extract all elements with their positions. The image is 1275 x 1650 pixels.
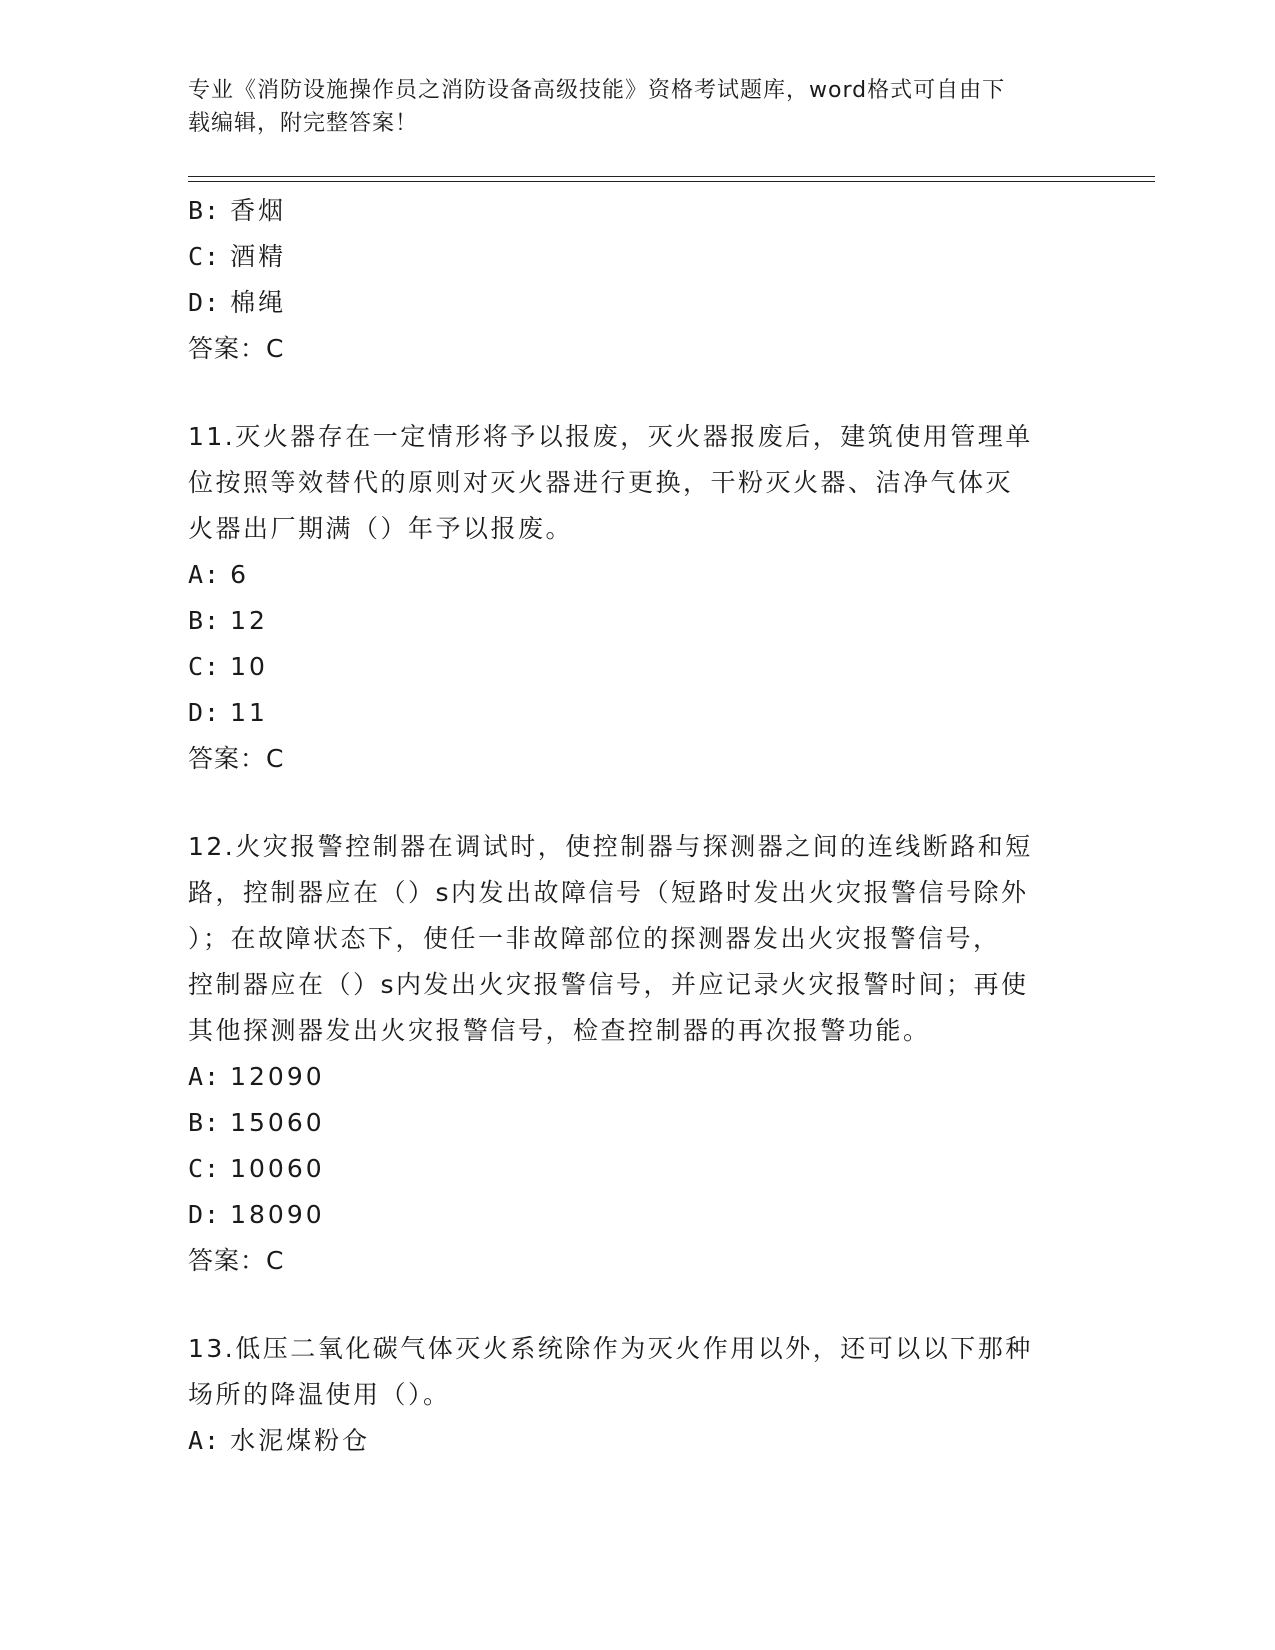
question-11 (188, 414, 1088, 782)
option-text: 11 (230, 698, 268, 727)
option-d (188, 1192, 1088, 1238)
question-line: 11.灭火器存在一定情形将予以报废，灭火器报废后，建筑使用管理单 (188, 422, 1033, 451)
question-line: ）；在故障状态下，使任一非故障部位的探测器发出火灾报警信号， (188, 924, 1001, 953)
option-text: 6 (230, 560, 250, 589)
option-text: 棉绳 (230, 288, 287, 317)
option-text: 水泥煤粉仓 (230, 1426, 371, 1455)
option-text: 15060 (230, 1108, 325, 1137)
option-b (188, 598, 1088, 644)
question-line: 12.火灾报警控制器在调试时，使控制器与探测器之间的连线断路和短 (188, 832, 1033, 861)
question-line: 控制器应在（）s内发出火灾报警信号，并应记录火灾报警时间；再使 (188, 970, 1029, 999)
option-text: 10 (230, 652, 268, 681)
option-text: 香烟 (230, 196, 287, 225)
option-c (188, 234, 1088, 280)
option-letter: C: (188, 242, 221, 271)
question-content (188, 188, 1088, 1464)
document-header (188, 74, 1078, 140)
answer-line: 答案：C (188, 744, 285, 773)
option-letter: A: (188, 560, 221, 589)
option-letter: D: (188, 698, 221, 727)
question-line: 其他探测器发出火灾报警信号，检查控制器的再次报警功能。 (188, 1016, 931, 1045)
header-divider-bottom (188, 181, 1155, 182)
option-b (188, 188, 1088, 234)
question-stem (188, 824, 1088, 1054)
option-letter: A: (188, 1062, 221, 1091)
answer-line: 答案：C (188, 334, 285, 363)
option-a (188, 552, 1088, 598)
option-text: 10060 (230, 1154, 325, 1183)
option-letter: B: (188, 196, 221, 225)
option-text: 12 (230, 606, 268, 635)
option-letter: A: (188, 1426, 221, 1455)
option-letter: C: (188, 652, 221, 681)
question-line: 路，控制器应在（）s内发出故障信号（短路时发出火灾报警信号除外 (188, 878, 1029, 907)
option-letter: D: (188, 1200, 221, 1229)
question-line: 火器出厂期满（）年予以报废。 (188, 514, 574, 543)
header-divider-top (188, 176, 1155, 177)
question-12 (188, 824, 1088, 1284)
question-line: 13.低压二氧化碳气体灭火系统除作为灭火作用以外，还可以以下那种 (188, 1334, 1033, 1363)
question-stem (188, 414, 1088, 552)
option-c (188, 644, 1088, 690)
option-a (188, 1054, 1088, 1100)
option-d (188, 690, 1088, 736)
answer-line: 答案：C (188, 1246, 285, 1275)
header-line-1: 专业《消防设施操作员之消防设备高级技能》资格考试题库，word格式可自由下 (188, 78, 1006, 103)
option-letter: C: (188, 1154, 221, 1183)
option-letter: B: (188, 1108, 221, 1137)
option-letter: D: (188, 288, 221, 317)
option-text: 18090 (230, 1200, 325, 1229)
question-13 (188, 1326, 1088, 1464)
option-a (188, 1418, 1088, 1464)
option-letter: B: (188, 606, 221, 635)
header-line-2: 载编辑，附完整答案！ (188, 111, 419, 136)
option-c (188, 1146, 1088, 1192)
question-stem (188, 1326, 1088, 1418)
option-b (188, 1100, 1088, 1146)
option-text: 酒精 (230, 242, 287, 271)
option-text: 12090 (230, 1062, 325, 1091)
prev-question (188, 188, 1088, 372)
question-line: 位按照等效替代的原则对灭火器进行更换，干粉灭火器、洁净气体灭 (188, 468, 1014, 497)
option-d (188, 280, 1088, 326)
question-line: 场所的降温使用（）。 (188, 1380, 451, 1409)
